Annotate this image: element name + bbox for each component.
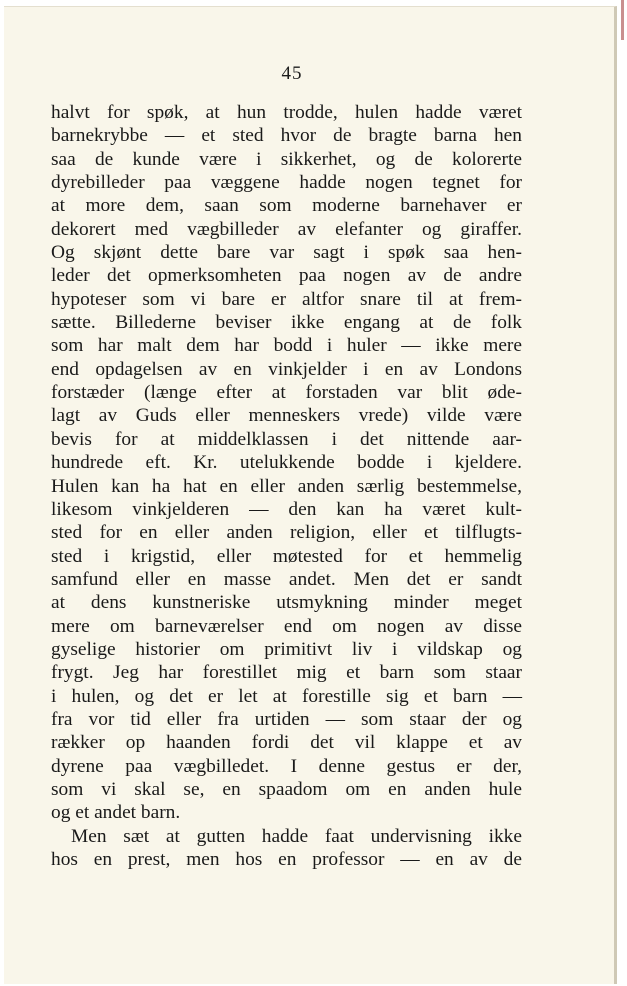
text-line-6: dekorert med vægbilleder av elefanter og giraffer.: [51, 218, 522, 240]
text-line-27: fra vor tid eller fra urtiden — som staar der og: [51, 708, 522, 730]
text-line-15: bevis for at middelklassen i det nittende aar-: [51, 428, 522, 450]
text-line-20: sted i krigstid, eller møtested for et hemmelig: [51, 545, 522, 567]
text-line-9: hypoteser som vi bare er altfor snare til at frem-: [51, 288, 522, 310]
text-line-29: dyrene paa vægbilledet. I denne gestus er der,: [51, 755, 522, 777]
text-line-3: saa de kunde være i sikkerhet, og de kolorerte: [51, 148, 522, 170]
text-line-22: at dens kunstneriske utsmykning minder meget: [51, 592, 522, 614]
text-line-5: at more dem, saan som moderne barnehaver er: [51, 195, 522, 217]
text-line-26: i hulen, og det er let at forestille sig et barn —: [51, 685, 522, 707]
text-line-11: som har malt dem har bodd i huler — ikke mere: [51, 335, 522, 357]
text-line-2: barnekrybbe — et sted hvor de bragte barna hen: [51, 125, 522, 147]
text-line-19: sted for en eller anden religion, eller et tilflugts-: [51, 522, 522, 544]
text-line-32: Men sæt at gutten hadde faat undervisning ikke: [71, 825, 522, 847]
text-line-14: lagt av Guds eller menneskers vrede) vilde være: [51, 405, 522, 427]
text-line-7: Og skjønt dette bare var sagt i spøk saa hen-: [51, 242, 522, 264]
book-page: [4, 6, 617, 984]
text-line-12: end opdagelsen av en vinkjelder i en av Londons: [51, 358, 522, 380]
text-line-33: hos en prest, men hos en professor — en av de: [51, 849, 522, 870]
page-number: 45: [281, 63, 303, 84]
text-line-13: forstæder (længe efter at forstaden var blit øde-: [51, 382, 522, 404]
text-line-4: dyrebilleder paa væggene hadde nogen tegnet for: [51, 172, 522, 194]
text-line-23: mere om barneværelser end om nogen av disse: [51, 615, 522, 637]
text-line-18: likesom vinkjelderen — den kan ha været kult-: [51, 498, 522, 520]
text-line-1: halvt for spøk, at hun trodde, hulen hadde været: [51, 102, 522, 123]
text-line-25: frygt. Jeg har forestillet mig et barn som staar: [51, 662, 522, 684]
text-line-16: hundrede eft. Kr. utelukkende bodde i kjeldere.: [51, 452, 522, 474]
text-line-28: rækker op haanden fordi det vil klappe et av: [51, 732, 522, 754]
text-line-10: sætte. Billederne beviser ikke engang at de folk: [51, 312, 522, 334]
text-line-30: som vi skal se, en spaadom om en anden hule: [51, 778, 522, 800]
text-line-17: Hulen kan ha hat en eller anden særlig bestemmelse,: [51, 475, 522, 497]
text-line-8: leder det opmerksomheten paa nogen av de andre: [51, 265, 522, 287]
text-line-31: og et andet barn.: [51, 802, 181, 824]
body-text: [51, 101, 522, 871]
text-line-24: gyselige historier om primitivt liv i vildskap og: [51, 638, 522, 660]
page-edge-mark: [621, 0, 624, 40]
text-line-21: samfund eller en masse andet. Men det er sandt: [51, 568, 522, 590]
